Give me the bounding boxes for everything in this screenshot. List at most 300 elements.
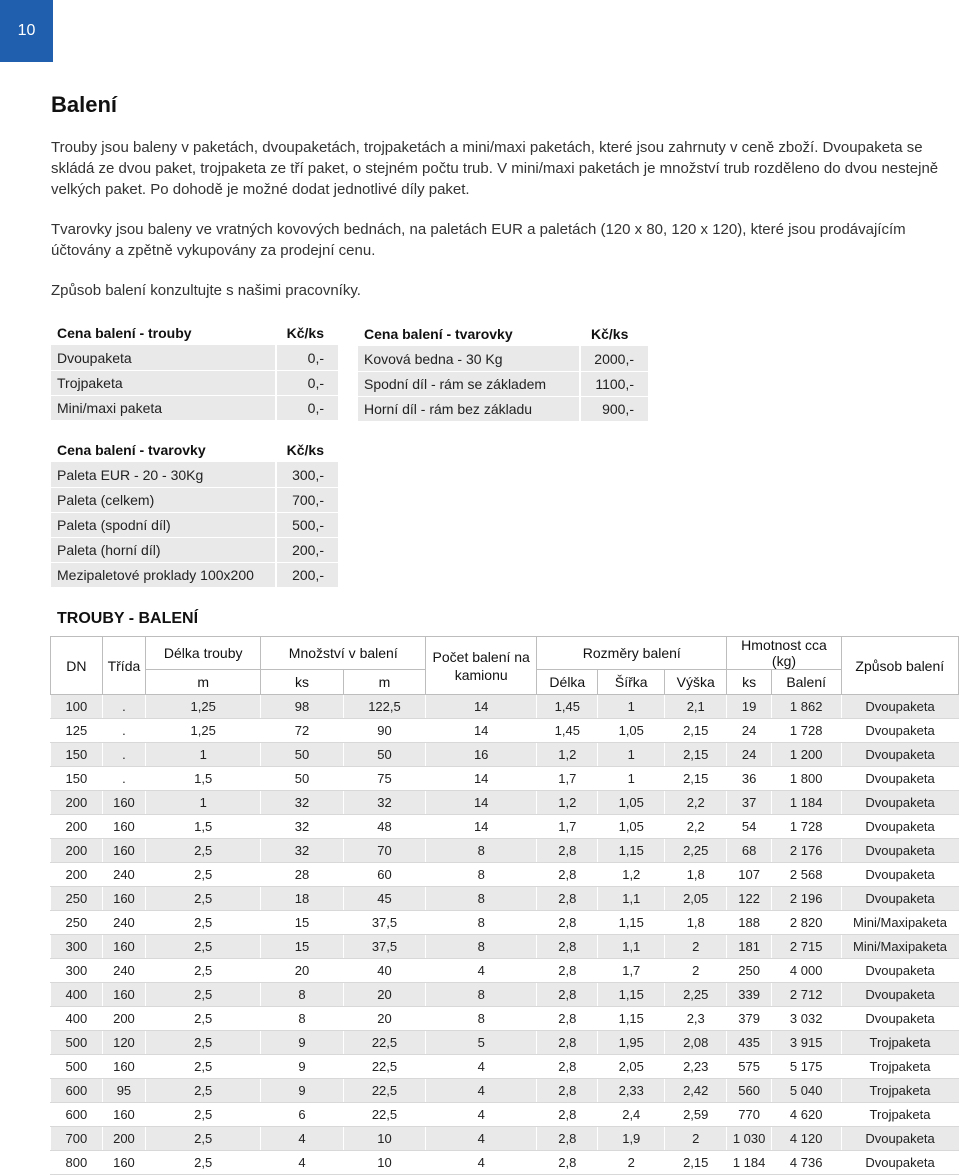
cell-ks: 15 [261, 935, 343, 959]
cell-m: 75 [343, 767, 425, 791]
cell-rozmer-delka: 2,8 [537, 983, 598, 1007]
cell-rozmer-delka: 2,8 [537, 1031, 598, 1055]
paragraph-konzultace: Způsob balení konzultujte s našimi pracovníky. [51, 282, 361, 299]
cell-pocet: 14 [426, 695, 537, 719]
cell-rozmer-sirka: 1,9 [598, 1127, 665, 1151]
table-row [51, 1079, 959, 1103]
cell-ks: 32 [261, 815, 343, 839]
cell-delka: 2,5 [146, 935, 261, 959]
cell-delka: 2,5 [146, 1127, 261, 1151]
item-price: 0,- [276, 346, 338, 371]
cell-m: 45 [343, 887, 425, 911]
item-label: Kovová bedna - 30 Kg [358, 347, 580, 372]
cell-pocet: 4 [426, 1151, 537, 1175]
cell-rozmer-delka: 2,8 [537, 863, 598, 887]
table-row [51, 767, 959, 791]
cell-zpusob: Dvoupaketa [841, 815, 958, 839]
cell-zpusob: Trojpaketa [841, 1103, 958, 1127]
col-header-hmotnost: Hmotnost cca (kg) [727, 637, 841, 670]
cell-rozmer-sirka: 1,2 [598, 863, 665, 887]
cell-zpusob: Dvoupaketa [841, 983, 958, 1007]
cell-delka: 1 [146, 791, 261, 815]
cell-pocet: 8 [426, 983, 537, 1007]
cell-m: 90 [343, 719, 425, 743]
table-row [51, 346, 338, 371]
cell-rozmer-sirka: 2,05 [598, 1055, 665, 1079]
cell-dn: 250 [51, 911, 103, 935]
cell-rozmer-vyska: 2,42 [665, 1079, 727, 1103]
cell-rozmer-delka: 2,8 [537, 1055, 598, 1079]
cell-pocet: 8 [426, 911, 537, 935]
col-subheader-baleni: Balení [771, 670, 841, 695]
cell-hmotnost-ks: 435 [727, 1031, 771, 1055]
cell-rozmer-sirka: 2,33 [598, 1079, 665, 1103]
table-header: Cena balení - tvarovky [51, 438, 276, 463]
item-price: 0,- [276, 371, 338, 396]
cell-rozmer-sirka: 2,4 [598, 1103, 665, 1127]
cell-hmotnost-baleni: 2 568 [771, 863, 841, 887]
cell-pocet: 14 [426, 767, 537, 791]
cell-hmotnost-ks: 181 [727, 935, 771, 959]
cell-hmotnost-baleni: 3 032 [771, 1007, 841, 1031]
cell-zpusob: Dvoupaketa [841, 791, 958, 815]
col-header-dn: DN [51, 637, 103, 695]
cell-dn: 200 [51, 815, 103, 839]
cell-zpusob: Mini/Maxipaketa [841, 911, 958, 935]
cell-hmotnost-baleni: 4 000 [771, 959, 841, 983]
cell-trida: . [102, 767, 145, 791]
cell-zpusob: Dvoupaketa [841, 695, 958, 719]
cell-trida: 160 [102, 983, 145, 1007]
cell-hmotnost-ks: 1 184 [727, 1151, 771, 1175]
cell-zpusob: Dvoupaketa [841, 1127, 958, 1151]
cell-rozmer-delka: 2,8 [537, 1151, 598, 1175]
cell-dn: 500 [51, 1031, 103, 1055]
cell-ks: 50 [261, 743, 343, 767]
cell-delka: 2,5 [146, 1151, 261, 1175]
table-cena-baleni-tvarovky-bedny [358, 322, 648, 422]
cell-ks: 72 [261, 719, 343, 743]
table-header: Kč/ks [276, 321, 338, 346]
table-row [51, 815, 959, 839]
table-row [358, 372, 648, 397]
cell-trida: 200 [102, 1007, 145, 1031]
cell-m: 22,5 [343, 1103, 425, 1127]
cell-hmotnost-ks: 37 [727, 791, 771, 815]
cell-hmotnost-ks: 122 [727, 887, 771, 911]
cell-rozmer-sirka: 1,15 [598, 911, 665, 935]
cell-delka: 1 [146, 743, 261, 767]
cell-m: 22,5 [343, 1031, 425, 1055]
cell-rozmer-sirka: 1 [598, 743, 665, 767]
cell-ks: 32 [261, 791, 343, 815]
cell-hmotnost-baleni: 1 200 [771, 743, 841, 767]
cell-ks: 4 [261, 1151, 343, 1175]
cell-ks: 9 [261, 1079, 343, 1103]
cell-rozmer-vyska: 2 [665, 959, 727, 983]
cell-rozmer-delka: 2,8 [537, 887, 598, 911]
table-row [51, 839, 959, 863]
cell-dn: 400 [51, 1007, 103, 1031]
cell-rozmer-delka: 1,45 [537, 695, 598, 719]
table-row [51, 911, 959, 935]
cell-dn: 150 [51, 767, 103, 791]
item-label: Horní díl - rám bez základu [358, 397, 580, 422]
cell-rozmer-delka: 2,8 [537, 911, 598, 935]
cell-rozmer-vyska: 2,3 [665, 1007, 727, 1031]
cell-hmotnost-baleni: 1 800 [771, 767, 841, 791]
cell-zpusob: Dvoupaketa [841, 959, 958, 983]
cell-hmotnost-baleni: 2 712 [771, 983, 841, 1007]
col-subheader-delka: Délka [537, 670, 598, 695]
cell-rozmer-delka: 2,8 [537, 1079, 598, 1103]
cell-zpusob: Dvoupaketa [841, 743, 958, 767]
page-number-badge [0, 0, 53, 62]
item-label: Spodní díl - rám se základem [358, 372, 580, 397]
table-row [51, 463, 338, 488]
cell-ks: 28 [261, 863, 343, 887]
cell-m: 60 [343, 863, 425, 887]
cell-rozmer-delka: 2,8 [537, 1103, 598, 1127]
cell-rozmer-sirka: 2 [598, 1151, 665, 1175]
item-label: Paleta EUR - 20 - 30Kg [51, 463, 276, 488]
cell-hmotnost-ks: 107 [727, 863, 771, 887]
cell-pocet: 16 [426, 743, 537, 767]
table-row [51, 1151, 959, 1175]
item-price: 1100,- [580, 372, 648, 397]
cell-trida: 160 [102, 839, 145, 863]
item-price: 200,- [276, 538, 338, 563]
cell-hmotnost-baleni: 2 176 [771, 839, 841, 863]
cell-rozmer-vyska: 2,25 [665, 839, 727, 863]
cell-rozmer-delka: 2,8 [537, 959, 598, 983]
cell-trida: 160 [102, 887, 145, 911]
cell-m: 37,5 [343, 911, 425, 935]
cell-m: 32 [343, 791, 425, 815]
table-row [51, 488, 338, 513]
cell-rozmer-vyska: 1,8 [665, 863, 727, 887]
table-row [51, 695, 959, 719]
cell-rozmer-delka: 2,8 [537, 1007, 598, 1031]
cell-zpusob: Trojpaketa [841, 1055, 958, 1079]
col-header-zpusob: Způsob balení [841, 637, 958, 695]
table-row [51, 791, 959, 815]
cell-hmotnost-baleni: 4 620 [771, 1103, 841, 1127]
cell-delka: 1,5 [146, 815, 261, 839]
cell-trida: 160 [102, 935, 145, 959]
table-header: Cena balení - trouby [51, 321, 276, 346]
cell-delka: 2,5 [146, 863, 261, 887]
cell-rozmer-vyska: 2,2 [665, 791, 727, 815]
col-header-mnozstvi: Množství v balení [261, 637, 426, 670]
cell-rozmer-vyska: 2,15 [665, 743, 727, 767]
item-label: Paleta (horní díl) [51, 538, 276, 563]
cell-trida: 120 [102, 1031, 145, 1055]
col-subheader-m: m [146, 670, 261, 695]
cell-hmotnost-ks: 36 [727, 767, 771, 791]
table-row [51, 371, 338, 396]
cell-hmotnost-ks: 24 [727, 743, 771, 767]
cell-trida: 160 [102, 1055, 145, 1079]
cell-rozmer-sirka: 1,05 [598, 719, 665, 743]
cell-rozmer-sirka: 1,15 [598, 839, 665, 863]
cell-zpusob: Dvoupaketa [841, 1151, 958, 1175]
cell-trida: 240 [102, 911, 145, 935]
cell-ks: 8 [261, 1007, 343, 1031]
cell-dn: 250 [51, 887, 103, 911]
cell-hmotnost-baleni: 5 175 [771, 1055, 841, 1079]
cell-rozmer-vyska: 2 [665, 935, 727, 959]
item-price: 700,- [276, 488, 338, 513]
table-row [358, 347, 648, 372]
table-row [51, 959, 959, 983]
cell-rozmer-delka: 1,2 [537, 743, 598, 767]
cell-hmotnost-baleni: 1 728 [771, 815, 841, 839]
cell-m: 70 [343, 839, 425, 863]
cell-trida: 95 [102, 1079, 145, 1103]
item-price: 0,- [276, 396, 338, 421]
cell-rozmer-sirka: 1 [598, 767, 665, 791]
col-subheader-ks: ks [261, 670, 343, 695]
cell-m: 50 [343, 743, 425, 767]
cell-dn: 300 [51, 935, 103, 959]
cell-trida: . [102, 695, 145, 719]
cell-trida: 240 [102, 863, 145, 887]
paragraph-tvarovky: Tvarovky jsou baleny ve vratných kovových bednách, na paletách EUR a paletách (120 x 80, 120 x 120), které jsou prodávajícím účtovány a zpětně vykupovány za prodejní cenu. [51, 221, 906, 259]
cell-hmotnost-ks: 575 [727, 1055, 771, 1079]
page-title: Balení [51, 92, 118, 117]
cell-rozmer-sirka: 1,7 [598, 959, 665, 983]
table-cena-baleni-trouby [51, 321, 338, 421]
page-number: 10 [17, 22, 36, 39]
table-row [51, 1031, 959, 1055]
cell-rozmer-delka: 1,45 [537, 719, 598, 743]
cell-rozmer-delka: 2,8 [537, 839, 598, 863]
table-row [51, 1127, 959, 1151]
item-price: 500,- [276, 513, 338, 538]
cell-zpusob: Dvoupaketa [841, 719, 958, 743]
cell-delka: 2,5 [146, 1103, 261, 1127]
cell-dn: 200 [51, 791, 103, 815]
table-cena-baleni-tvarovky-palety [51, 438, 338, 588]
cell-m: 10 [343, 1151, 425, 1175]
cell-delka: 1,25 [146, 695, 261, 719]
cell-dn: 150 [51, 743, 103, 767]
cell-pocet: 8 [426, 935, 537, 959]
table-row [51, 743, 959, 767]
cell-hmotnost-ks: 19 [727, 695, 771, 719]
cell-zpusob: Dvoupaketa [841, 767, 958, 791]
table-row [51, 719, 959, 743]
cell-m: 20 [343, 1007, 425, 1031]
table-row [51, 1103, 959, 1127]
item-price: 2000,- [580, 347, 648, 372]
item-label: Dvoupaketa [51, 346, 276, 371]
cell-ks: 4 [261, 1127, 343, 1151]
cell-pocet: 5 [426, 1031, 537, 1055]
cell-hmotnost-ks: 54 [727, 815, 771, 839]
cell-delka: 2,5 [146, 911, 261, 935]
item-price: 200,- [276, 563, 338, 588]
cell-hmotnost-ks: 339 [727, 983, 771, 1007]
cell-rozmer-vyska: 2,15 [665, 1151, 727, 1175]
table-row [51, 863, 959, 887]
cell-m: 48 [343, 815, 425, 839]
cell-rozmer-sirka: 1,15 [598, 983, 665, 1007]
col-subheader-vyska: Výška [665, 670, 727, 695]
cell-pocet: 8 [426, 839, 537, 863]
table-row [51, 1007, 959, 1031]
cell-dn: 300 [51, 959, 103, 983]
col-subheader-sirka: Šířka [598, 670, 665, 695]
cell-ks: 15 [261, 911, 343, 935]
cell-trida: 160 [102, 1151, 145, 1175]
cell-rozmer-vyska: 1,8 [665, 911, 727, 935]
cell-zpusob: Mini/Maxipaketa [841, 935, 958, 959]
cell-m: 122,5 [343, 695, 425, 719]
table-header: Kč/ks [580, 322, 648, 347]
cell-hmotnost-ks: 379 [727, 1007, 771, 1031]
cell-rozmer-vyska: 2 [665, 1127, 727, 1151]
cell-delka: 2,5 [146, 1055, 261, 1079]
cell-pocet: 4 [426, 1103, 537, 1127]
table-row [51, 513, 338, 538]
cell-zpusob: Trojpaketa [841, 1079, 958, 1103]
table-header: Kč/ks [276, 438, 338, 463]
cell-hmotnost-ks: 1 030 [727, 1127, 771, 1151]
cell-rozmer-vyska: 2,15 [665, 719, 727, 743]
cell-ks: 8 [261, 983, 343, 1007]
cell-hmotnost-baleni: 4 120 [771, 1127, 841, 1151]
cell-hmotnost-ks: 250 [727, 959, 771, 983]
col-header-pocet-baleni: Počet balení na kamionu [426, 637, 537, 695]
cell-hmotnost-baleni: 1 184 [771, 791, 841, 815]
cell-trida: 240 [102, 959, 145, 983]
cell-hmotnost-baleni: 2 715 [771, 935, 841, 959]
col-subheader-m2: m [343, 670, 425, 695]
cell-pocet: 4 [426, 959, 537, 983]
col-header-delka-trouby: Délka trouby [146, 637, 261, 670]
cell-m: 22,5 [343, 1079, 425, 1103]
cell-delka: 2,5 [146, 983, 261, 1007]
cell-rozmer-sirka: 1,1 [598, 887, 665, 911]
cell-ks: 98 [261, 695, 343, 719]
cell-rozmer-vyska: 2,08 [665, 1031, 727, 1055]
cell-ks: 9 [261, 1031, 343, 1055]
table-row [51, 1055, 959, 1079]
cell-trida: . [102, 719, 145, 743]
cell-hmotnost-baleni: 1 728 [771, 719, 841, 743]
table-row [358, 397, 648, 422]
table-row [51, 983, 959, 1007]
cell-rozmer-sirka: 1,15 [598, 1007, 665, 1031]
cell-pocet: 14 [426, 791, 537, 815]
cell-ks: 50 [261, 767, 343, 791]
table-row [51, 935, 959, 959]
cell-ks: 6 [261, 1103, 343, 1127]
cell-dn: 600 [51, 1103, 103, 1127]
cell-pocet: 4 [426, 1127, 537, 1151]
item-price: 900,- [580, 397, 648, 422]
cell-dn: 800 [51, 1151, 103, 1175]
cell-pocet: 8 [426, 1007, 537, 1031]
cell-delka: 2,5 [146, 1079, 261, 1103]
cell-zpusob: Dvoupaketa [841, 839, 958, 863]
cell-ks: 18 [261, 887, 343, 911]
cell-trida: 160 [102, 1103, 145, 1127]
cell-zpusob: Dvoupaketa [841, 887, 958, 911]
table-row [51, 563, 338, 588]
cell-ks: 32 [261, 839, 343, 863]
cell-rozmer-delka: 1,7 [537, 815, 598, 839]
cell-rozmer-vyska: 2,05 [665, 887, 727, 911]
cell-delka: 2,5 [146, 887, 261, 911]
cell-rozmer-delka: 1,7 [537, 767, 598, 791]
table-row [51, 538, 338, 563]
item-label: Mini/maxi paketa [51, 396, 276, 421]
cell-rozmer-sirka: 1,95 [598, 1031, 665, 1055]
col-subheader-ks2: ks [727, 670, 771, 695]
cell-hmotnost-baleni: 5 040 [771, 1079, 841, 1103]
cell-zpusob: Dvoupaketa [841, 863, 958, 887]
cell-hmotnost-baleni: 2 196 [771, 887, 841, 911]
cell-trida: 160 [102, 791, 145, 815]
cell-pocet: 14 [426, 815, 537, 839]
cell-hmotnost-ks: 24 [727, 719, 771, 743]
cell-dn: 600 [51, 1079, 103, 1103]
cell-trida: . [102, 743, 145, 767]
cell-rozmer-vyska: 2,2 [665, 815, 727, 839]
cell-m: 20 [343, 983, 425, 1007]
cell-hmotnost-baleni: 3 915 [771, 1031, 841, 1055]
cell-dn: 200 [51, 863, 103, 887]
cell-m: 22,5 [343, 1055, 425, 1079]
cell-rozmer-delka: 1,2 [537, 791, 598, 815]
cell-pocet: 8 [426, 887, 537, 911]
table-row [51, 396, 338, 421]
cell-delka: 2,5 [146, 1007, 261, 1031]
cell-delka: 1,25 [146, 719, 261, 743]
table-trouby-baleni [50, 636, 959, 1175]
cell-rozmer-vyska: 2,25 [665, 983, 727, 1007]
cell-rozmer-delka: 2,8 [537, 935, 598, 959]
item-label: Paleta (spodní díl) [51, 513, 276, 538]
paragraph-trouby: Trouby jsou baleny v paketách, dvoupaketách, trojpaketách a mini/maxi paketách, které jsou zahrnuty v ceně zboží. Dvoupaketa se skládá ze dvou paket, trojpaketa ze tří paket, o stejném počtu trub. V mini/maxi paketách je množství trub rozděleno do dvou nestejně velkých paket. Po dohodě je možné dodat jednotlivé díly paket. [51, 139, 939, 198]
cell-pocet: 4 [426, 1079, 537, 1103]
table-row [51, 887, 959, 911]
cell-rozmer-sirka: 1,05 [598, 815, 665, 839]
cell-zpusob: Dvoupaketa [841, 1007, 958, 1031]
cell-dn: 125 [51, 719, 103, 743]
cell-m: 10 [343, 1127, 425, 1151]
cell-hmotnost-ks: 560 [727, 1079, 771, 1103]
cell-delka: 1,5 [146, 767, 261, 791]
cell-rozmer-delka: 2,8 [537, 1127, 598, 1151]
cell-pocet: 14 [426, 719, 537, 743]
item-label: Trojpaketa [51, 371, 276, 396]
cell-rozmer-vyska: 2,1 [665, 695, 727, 719]
col-header-trida: Třída [102, 637, 145, 695]
cell-rozmer-sirka: 1,1 [598, 935, 665, 959]
item-price: 300,- [276, 463, 338, 488]
cell-m: 40 [343, 959, 425, 983]
cell-hmotnost-baleni: 4 736 [771, 1151, 841, 1175]
cell-delka: 2,5 [146, 839, 261, 863]
cell-dn: 500 [51, 1055, 103, 1079]
cell-rozmer-vyska: 2,23 [665, 1055, 727, 1079]
cell-zpusob: Trojpaketa [841, 1031, 958, 1055]
cell-rozmer-vyska: 2,15 [665, 767, 727, 791]
